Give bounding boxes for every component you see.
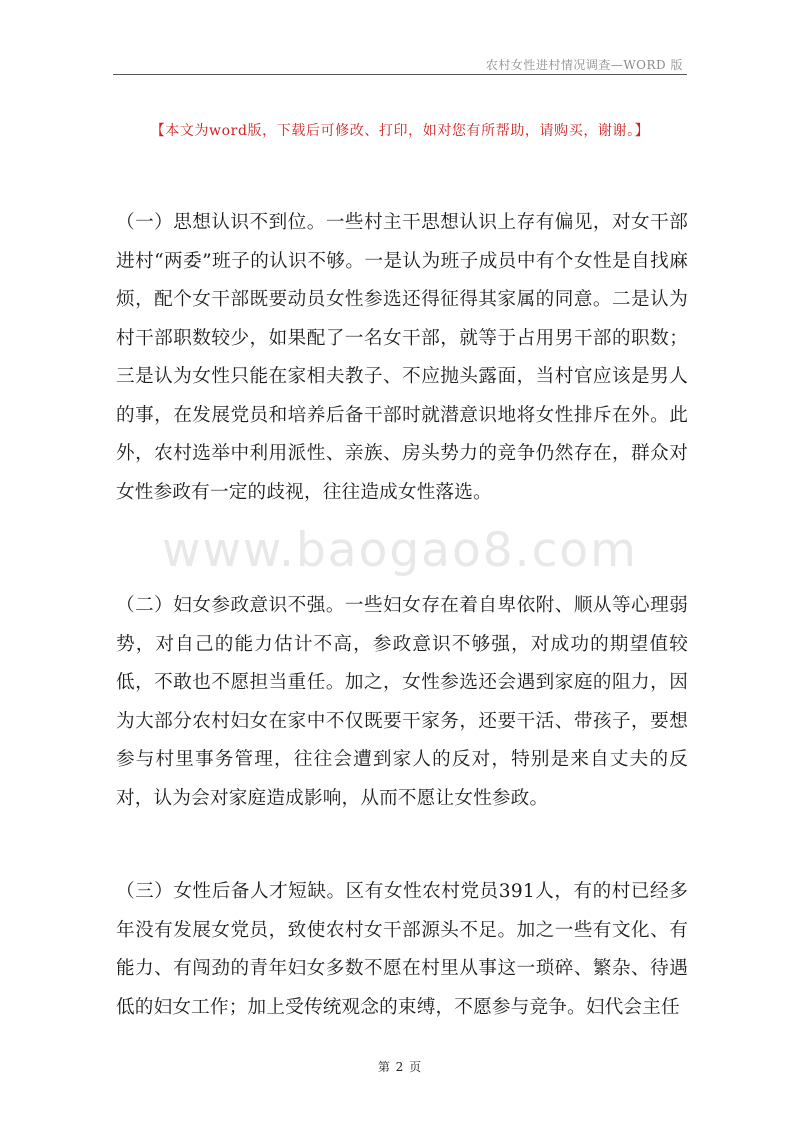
page-number: 第 2 页 — [377, 1060, 423, 1074]
watermark: www.baogao8.com — [162, 523, 638, 578]
header-divider — [113, 74, 687, 75]
running-header: 农村女性进村情况调查—WORD 版 — [485, 58, 683, 72]
purchase-notice: 【本文为word版，下载后可修改、打印，如对您有所帮助，请购买，谢谢。】 — [150, 123, 650, 139]
paragraph-3: （三）女性后备人才短缺。区有女性农村党员391人，有的村已经多年没有发展女党员，致使农村女干部源头不足。加之一些有文化、有能力、有闯劲的青年妇女多数不愿在村里从事这一琐碎、繁杂、待遇低的妇女工作；加上受传统观念的束缚，不愿参与竞争。妇代会主任 — [116, 881, 688, 1018]
paragraph-2: （二）妇女参政意识不强。一些妇女存在着自卑依附、顺从等心理弱势，对自己的能力估计不高，参政意识不够强，对成功的期望值较低，不敢也不愿担当重任。加之，女性参选还会遇到家庭的阻力，因为大部分农村妇女在家中不仅既要干家务，还要干活、带孩子，要想参与村里事务管理，往往会遭到家人的反对，特别是来自丈夫的反对，认为会对家庭造成影响，从而不愿让女性参政。 — [116, 595, 688, 809]
paragraph-1: （一）思想认识不到位。一些村主干思想认识上存有偏见，对女干部进村“两委”班子的认识不够。一是认为班子成员中有个女性是自找麻烦，配个女干部既要动员女性参选还得征得其家属的同意。二是认为村干部职数较少，如果配了一名女干部，就等于占用男干部的职数；三是认为女性只能在家相夫教子、不应抛头露面，当村官应该是男人的事，在发展党员和培养后备干部时就潜意识地将女性排斥在外。此外，农村选举中利用派性、亲族、房头势力的竞争仍然存在，群众对女性参政有一定的歧视，往往造成女性落选。 — [116, 212, 688, 503]
